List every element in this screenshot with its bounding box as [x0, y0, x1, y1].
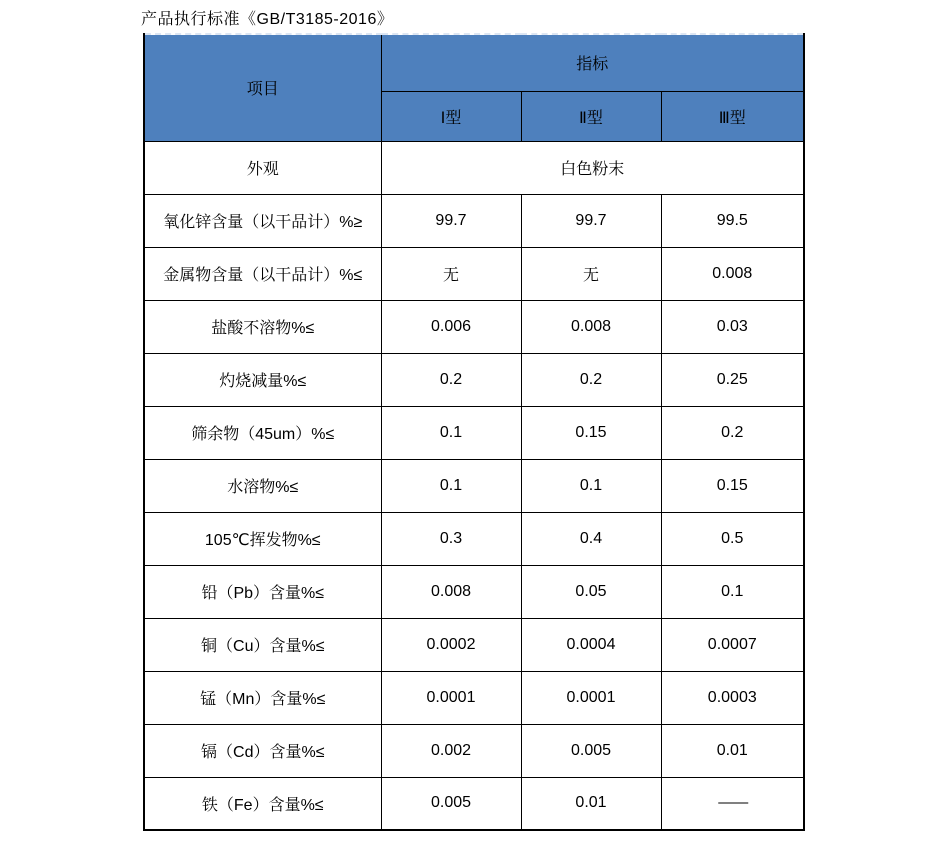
cell-type2: 0.0004 [521, 618, 661, 671]
cell-type3: 99.5 [661, 194, 804, 247]
cell-type3: 0.008 [661, 247, 804, 300]
table-row-appearance [144, 141, 804, 194]
table-row [144, 724, 804, 777]
cell-type3: 0.03 [661, 300, 804, 353]
cell-type1: 0.002 [381, 724, 521, 777]
table-header [144, 34, 804, 141]
row-label: 镉（Cd）含量%≤ [144, 724, 381, 777]
header-type-1: Ⅰ型 [381, 91, 521, 141]
row-label: 铅（Pb）含量%≤ [144, 565, 381, 618]
header-item: 项目 [144, 34, 381, 141]
appearance-value: 白色粉末 [381, 141, 804, 194]
table-row [144, 194, 804, 247]
table-row [144, 300, 804, 353]
table-row [144, 512, 804, 565]
table-body [144, 141, 804, 830]
cell-type3: 0.0007 [661, 618, 804, 671]
header-index: 指标 [381, 34, 804, 91]
cell-type1: 99.7 [381, 194, 521, 247]
cell-type2: 0.4 [521, 512, 661, 565]
cell-type2: 0.05 [521, 565, 661, 618]
table-row [144, 247, 804, 300]
table-row [144, 406, 804, 459]
row-label: 铁（Fe）含量%≤ [144, 777, 381, 830]
row-label: 灼烧减量%≤ [144, 353, 381, 406]
cell-type1: 无 [381, 247, 521, 300]
cell-type2: 0.01 [521, 777, 661, 830]
cell-type2: 99.7 [521, 194, 661, 247]
cell-type3: 0.15 [661, 459, 804, 512]
cell-type3: 0.01 [661, 724, 804, 777]
row-label: 外观 [144, 141, 381, 194]
header-row-index [144, 34, 804, 91]
header-type-3: Ⅲ型 [661, 91, 804, 141]
cell-type2: 0.0001 [521, 671, 661, 724]
cell-type2: 0.1 [521, 459, 661, 512]
cell-type1: 0.008 [381, 565, 521, 618]
cell-type3: 0.0003 [661, 671, 804, 724]
cell-type1: 0.3 [381, 512, 521, 565]
cell-type1: 0.006 [381, 300, 521, 353]
header-type-2: Ⅱ型 [521, 91, 661, 141]
row-label: 氧化锌含量（以干品计）%≥ [144, 194, 381, 247]
spec-table [143, 33, 805, 831]
cell-type1: 0.1 [381, 406, 521, 459]
table-row [144, 671, 804, 724]
cell-type1: 0.0002 [381, 618, 521, 671]
table-row [144, 565, 804, 618]
cell-type2: 0.15 [521, 406, 661, 459]
cell-type3: 0.2 [661, 406, 804, 459]
table-row [144, 618, 804, 671]
row-label: 105℃挥发物%≤ [144, 512, 381, 565]
row-label: 水溶物%≤ [144, 459, 381, 512]
cell-type2: 无 [521, 247, 661, 300]
row-label: 锰（Mn）含量%≤ [144, 671, 381, 724]
cell-type3: —— [661, 777, 804, 830]
cell-type1: 0.005 [381, 777, 521, 830]
cell-type1: 0.0001 [381, 671, 521, 724]
page-title: 产品执行标准《GB/T3185-2016》 [141, 11, 394, 28]
table-row [144, 353, 804, 406]
cell-type3: 0.5 [661, 512, 804, 565]
row-label: 金属物含量（以干品计）%≤ [144, 247, 381, 300]
cell-type1: 0.1 [381, 459, 521, 512]
row-label: 盐酸不溶物%≤ [144, 300, 381, 353]
cell-type3: 0.25 [661, 353, 804, 406]
cell-type3: 0.1 [661, 565, 804, 618]
cell-type2: 0.008 [521, 300, 661, 353]
cell-type2: 0.005 [521, 724, 661, 777]
cell-type1: 0.2 [381, 353, 521, 406]
row-label: 铜（Cu）含量%≤ [144, 618, 381, 671]
row-label: 筛余物（45um）%≤ [144, 406, 381, 459]
table-row [144, 459, 804, 512]
cell-type2: 0.2 [521, 353, 661, 406]
table-row [144, 777, 804, 830]
